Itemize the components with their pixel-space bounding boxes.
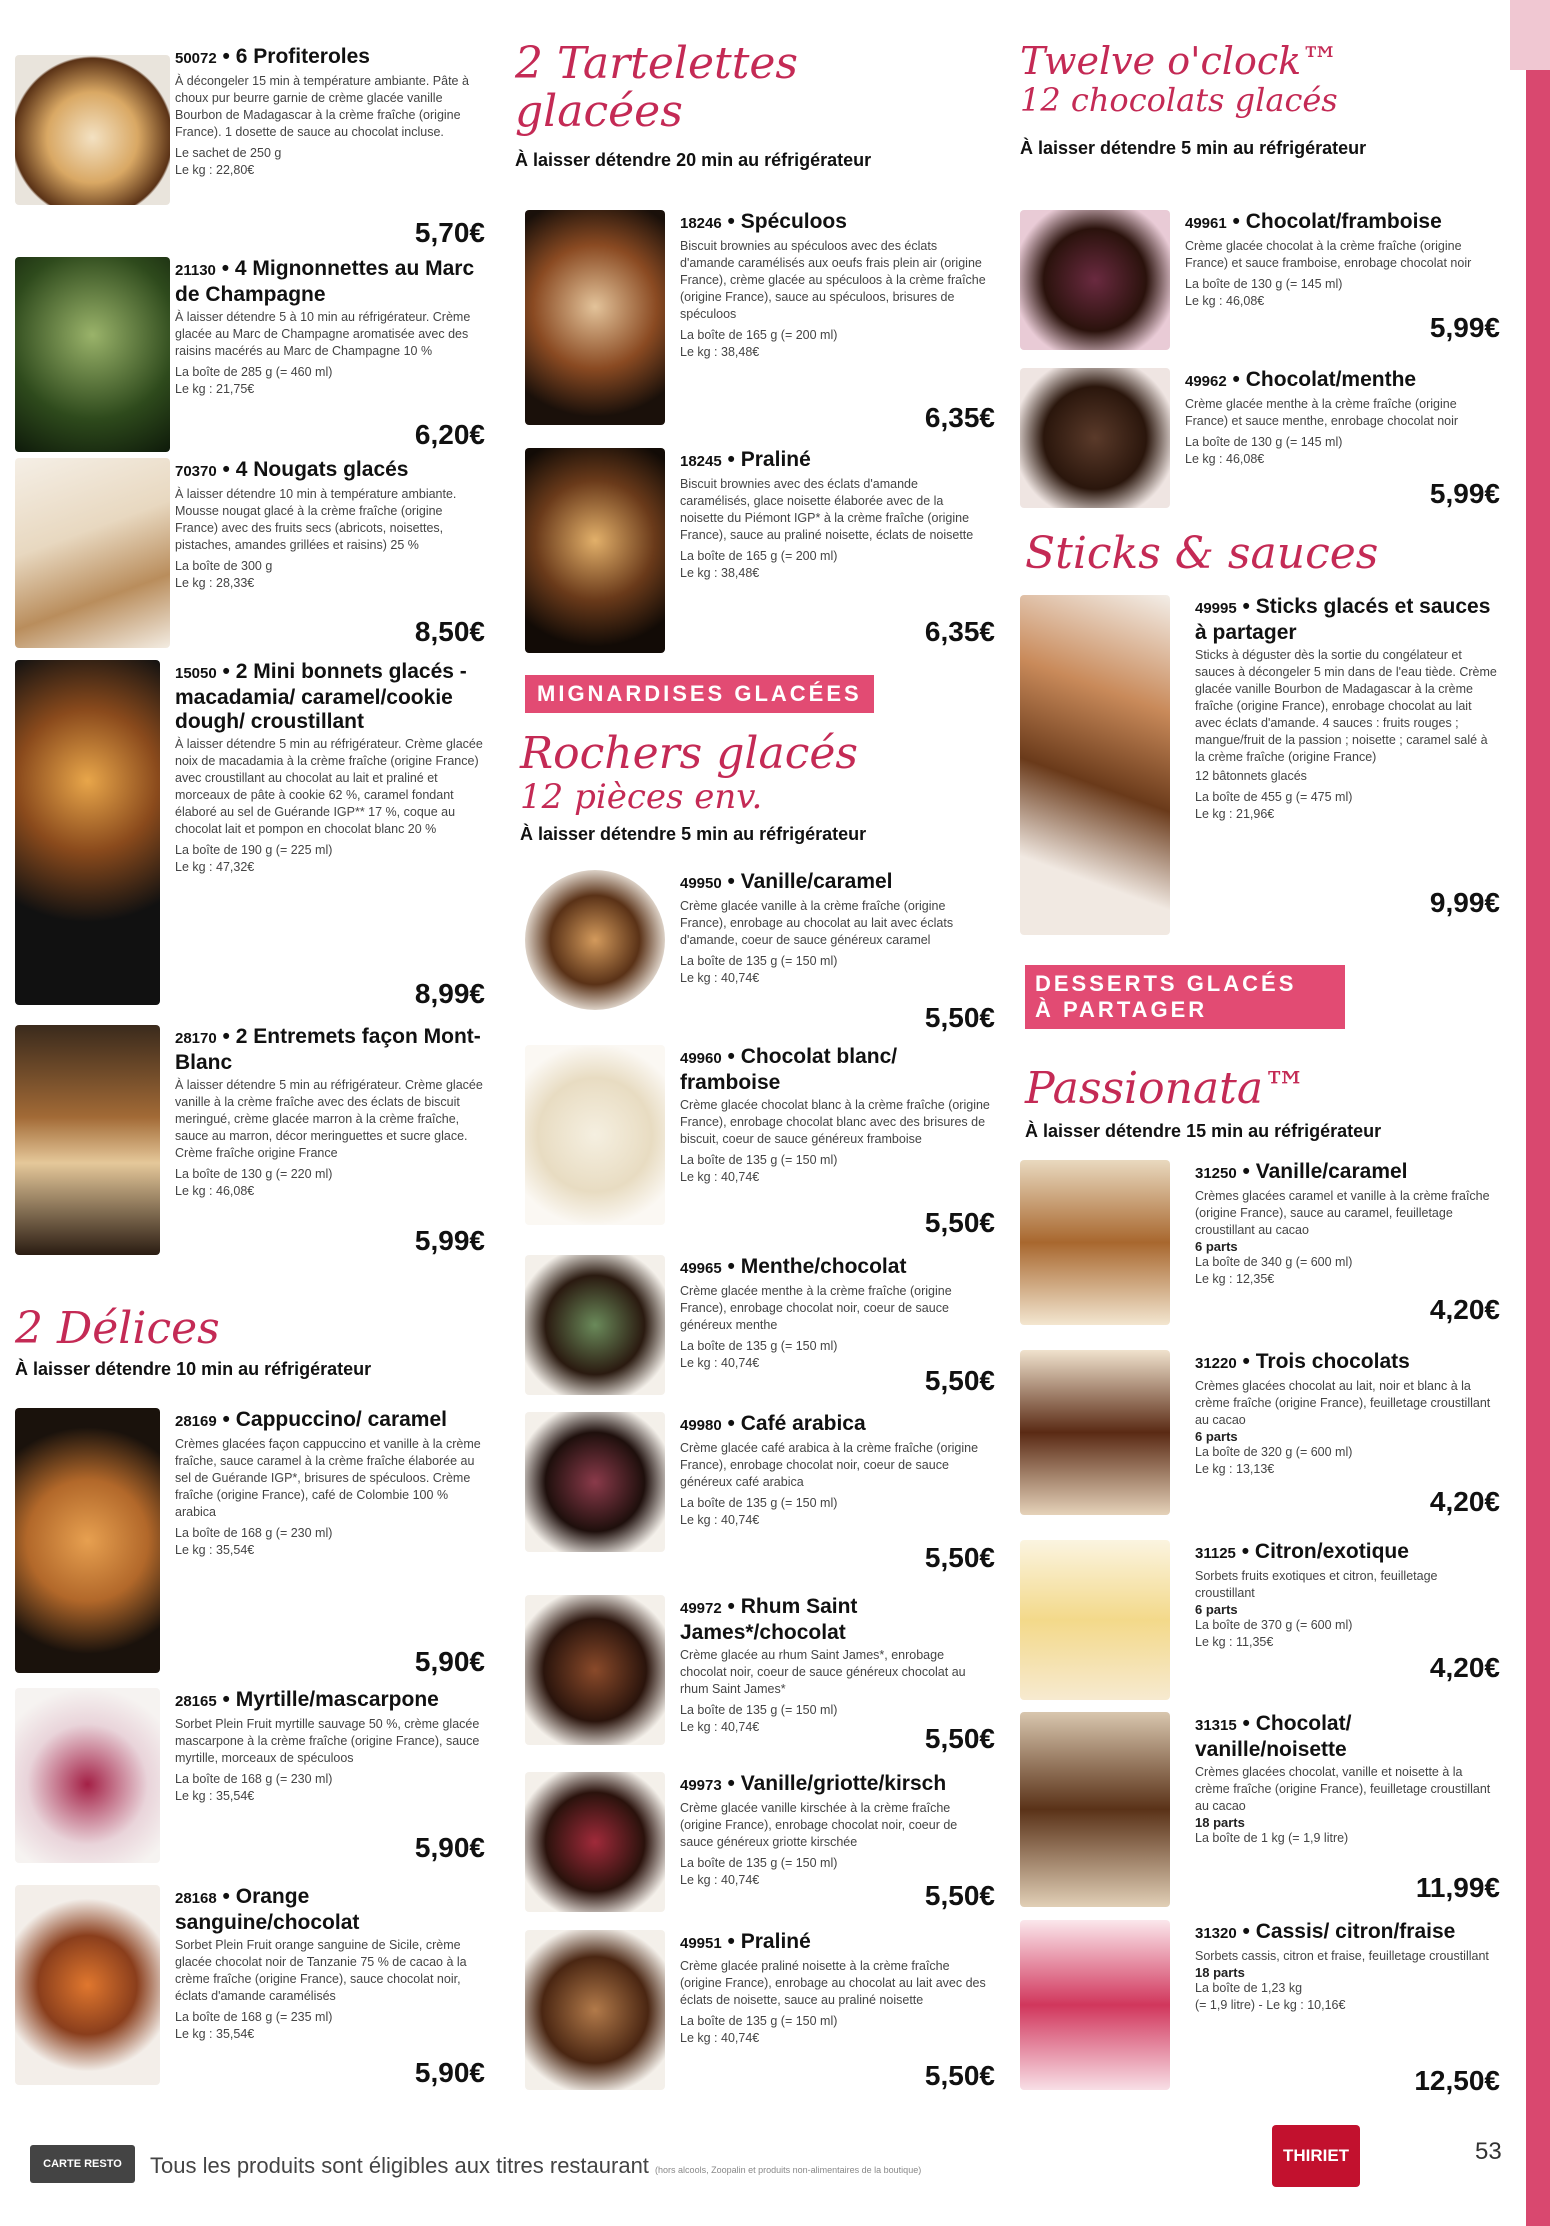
product-code: 49960 [680, 1050, 722, 1067]
product-price: 5,50€ [924, 1542, 995, 1573]
product-parts: 18 parts [1195, 1965, 1245, 1980]
product-kg-price: Le kg : 13,13€ [1195, 1462, 1275, 1476]
product-weight: La boîte de 1,23 kg [1195, 1981, 1303, 1995]
product-extra: 12 bâtonnets glacés [1195, 769, 1307, 783]
product-price: 5,99€ [414, 1225, 485, 1256]
product-image [1020, 210, 1170, 350]
product-code: 49972 [680, 1600, 722, 1617]
footer-small-text: (hors alcools, Zoopalin et produits non-alimentaires de la boutique) [655, 2165, 922, 2175]
product-weight: La boîte de 135 g (= 150 ml) [680, 1339, 838, 1353]
product-image [15, 458, 170, 648]
product-image [525, 1930, 665, 2090]
product-price: 9,99€ [1429, 887, 1500, 918]
product-name: Praliné [740, 1930, 811, 1953]
product-card[interactable]: 49960 • Chocolat blanc/ framboise Crème glacée chocolat blanc à la crème fraîche (origine France), enrobage chocolat blanc avec des brisures de biscuit, coeur de sauce généreux framboise La boîte de 135 g (= 150 ml) Le kg : 40,74€ 5,50€ [525, 1045, 995, 1245]
product-image [1020, 1920, 1170, 2090]
product-image [1020, 368, 1170, 508]
footer-text [150, 2153, 921, 2179]
product-weight: La boîte de 130 g (= 145 ml) [1185, 435, 1343, 449]
product-image [1020, 1712, 1170, 1907]
product-weight: La boîte de 135 g (= 150 ml) [680, 1703, 838, 1717]
product-code: 18245 [680, 453, 722, 470]
product-name: Chocolat/menthe [1245, 368, 1417, 391]
product-weight: La boîte de 455 g (= 475 ml) [1195, 790, 1353, 804]
product-name: Trois chocolats [1255, 1350, 1410, 1373]
decorative-pink-corner [1510, 0, 1550, 70]
product-code: 31220 [1195, 1355, 1237, 1372]
product-price: 5,90€ [414, 1832, 485, 1863]
product-image [525, 1772, 665, 1912]
product-weight: La boîte de 135 g (= 150 ml) [680, 1856, 838, 1870]
product-price: 6,35€ [924, 616, 995, 647]
product-description: Crème glacée menthe à la crème fraîche (origine France), enrobage chocolat noir, coeur de sauce généreux menthe [680, 1284, 952, 1332]
product-description: Crème glacée café arabica à la crème fraîche (origine France), enrobage chocolat noir, coeur de sauce généreux café arabica [680, 1441, 979, 1489]
resto-logo: CARTE RESTO [30, 2145, 135, 2183]
product-name: Cappuccino/ caramel [235, 1408, 447, 1431]
product-description: À décongeler 15 min à température ambiante. Pâte à choux pur beurre garnie de crème glacée vanille Bourbon de Madagascar à la crème fraîche (origine France). 1 dosette de sauce au chocolat incluse. [175, 74, 469, 139]
product-name: 2 Entremets façon Mont-Blanc [175, 1025, 481, 1074]
section-title-secondary: 12 pièces env. [520, 777, 763, 817]
section-subtitle: À laisser détendre 5 min au réfrigérateur [520, 824, 867, 844]
product-code: 28165 [175, 1693, 217, 1710]
product-kg-price: Le kg : 38,48€ [680, 566, 760, 580]
product-name: Spéculoos [740, 210, 847, 233]
product-image [525, 1045, 665, 1225]
product-name: Sticks glacés et sauces à partager [1195, 595, 1491, 644]
product-weight: La boîte de 1 kg (= 1,9 litre) [1195, 1831, 1349, 1845]
product-image [525, 1412, 665, 1552]
product-description: À laisser détendre 10 min à température ambiante. Mousse nougat glacé à la crème fraîche (origine France) avec des fruits secs (abricots, noisettes, pistaches, amandes grillées et raisins) 25 % [175, 487, 457, 552]
product-code: 49961 [1185, 215, 1227, 232]
product-description: Crème glacée menthe à la crème fraîche (origine France) et sauce menthe, enrobage chocolat noir [1185, 397, 1459, 428]
product-description: À laisser détendre 5 à 10 min au réfrigérateur. Crème glacée au Marc de Champagne aromatisée avec des raisins macérés au Marc de Champagne 10 % [175, 310, 471, 358]
product-parts: 18 parts [1195, 1815, 1245, 1830]
product-kg-price: Le kg : 22,80€ [175, 163, 255, 177]
product-card[interactable]: 31220 • Trois chocolats Crèmes glacées chocolat au lait, noir et blanc à la crème fraîche (origine France), feuilletage croustillant au cacao 6 parts La boîte de 320 g (= 600 ml) Le kg : 13,13€ 4,20€ [1020, 1350, 1500, 1520]
product-card[interactable]: 18246 • Spéculoos Biscuit brownies au spéculoos avec des éclats d'amande caramélisés aux oeufs frais plein air (origine France), crème glacée au spéculoos à la crème fraîche (origine France), sauce au spéculoos, brisures de spéculoos La boîte de 165 g (= 200 ml) Le kg : 38,48€ 6,35€ [525, 210, 995, 435]
product-name: Menthe/chocolat [740, 1255, 907, 1278]
product-price: 8,50€ [414, 616, 485, 647]
product-weight: La boîte de 370 g (= 600 ml) [1195, 1618, 1353, 1632]
product-code: 49980 [680, 1417, 722, 1434]
product-card[interactable]: 49995 • Sticks glacés et sauces à partager Sticks à déguster dès la sortie du congélateur et sauces à décongeler 5 min dans de l'eau tiède. Crème glacée vanille Bourbon de Madagascar à la crème fraîche (origine France), enrobage chocolat au lait avec éclats d'amande. 4 sauces : fruits rouges ; mangue/fruit de la passion ; noisette ; caramel salé à la crème fraîche (origine France) 12 bâtonnets glacés La boîte de 455 g (= 475 ml) Le kg : 21,96€ 9,99€ [1020, 595, 1500, 940]
section-subtitle: À laisser détendre 20 min au réfrigérateur [515, 150, 872, 170]
product-description: Sticks à déguster dès la sortie du congélateur et sauces à décongeler 5 min dans de l'eau tiède. Crème glacée vanille Bourbon de Madagascar à la crème fraîche (origine France), enrobage chocolat au lait avec éclats d'amande. 4 sauces : fruits rouges ; mangue/fruit de la passion ; noisette ; caramel salé à la crème fraîche (origine France) [1195, 648, 1497, 764]
product-kg-price: Le kg : 11,35€ [1195, 1635, 1274, 1649]
product-code: 28168 [175, 1890, 217, 1907]
product-card[interactable]: 18245 • Praliné Biscuit brownies avec des éclats d'amande caramélisés, glace noisette élaborée avec de la noisette du Piémont IGP* à la crème fraîche (origine France), sauce au praliné noisette, éclats de noisette La boîte de 165 g (= 200 ml) Le kg : 38,48€ 6,35€ [525, 448, 995, 658]
product-weight: La boîte de 340 g (= 600 ml) [1195, 1255, 1353, 1269]
product-image [1020, 1350, 1170, 1515]
product-description: Crème glacée chocolat à la crème fraîche (origine France) et sauce framboise, enrobage chocolat noir [1185, 239, 1472, 270]
product-kg-price: Le kg : 40,74€ [680, 2031, 760, 2045]
product-weight: La boîte de 285 g (= 460 ml) [175, 365, 333, 379]
product-kg-price: Le kg : 40,74€ [680, 1873, 760, 1887]
product-description: Sorbets fruits exotiques et citron, feuilletage croustillant [1195, 1569, 1438, 1600]
product-card[interactable]: 28170 • 2 Entremets façon Mont-Blanc À laisser détendre 5 min au réfrigérateur. Crème glacée vanille à la crème fraîche avec des éclats de biscuit meringué, crème glacée marron à la crème fraîche, sauce au marron, décor meringuettes et sucre glace. Crème fraîche origine France La boîte de 130 g (= 220 ml) Le kg : 46,08€ 5,99€ [15, 1025, 485, 1260]
product-card[interactable]: 49972 • Rhum Saint James*/chocolat Crème glacée au rhum Saint James*, enrobage chocolat noir, coeur de sauce généreux chocolat au rhum Saint James* La boîte de 135 g (= 150 ml) Le kg : 40,74€ 5,50€ [525, 1595, 995, 1770]
product-price: 5,70€ [414, 217, 485, 248]
product-code: 49995 [1195, 600, 1237, 617]
product-price: 5,99€ [1429, 312, 1500, 343]
product-price: 5,99€ [1429, 478, 1500, 509]
section-header-twelve [1020, 40, 1500, 159]
product-description: Crème glacée vanille kirschée à la crème fraîche (origine France), enrobage chocolat noir, coeur de sauce généreux griotte kirschée [680, 1801, 958, 1849]
product-card[interactable]: 50072 • 6 Profiteroles À décongeler 15 min à température ambiante. Pâte à choux pur beurre garnie de crème glacée vanille Bourbon de Madagascar à la crème fraîche (origine France). 1 dosette de sauce au chocolat incluse. Le sachet de 250 g Le kg : 22,80€ 5,70€ [15, 45, 485, 245]
product-price: 5,50€ [924, 1365, 995, 1396]
product-code: 28170 [175, 1030, 217, 1047]
section-title: Sticks & sauces [1025, 528, 1379, 579]
section-header-tartelettes [515, 40, 995, 171]
product-description: Sorbets cassis, citron et fraise, feuilletage croustillant [1195, 1949, 1489, 1963]
product-code: 18246 [680, 215, 722, 232]
ribbon-label: DESSERTS GLACÉS [1035, 971, 1297, 996]
product-price: 12,50€ [1414, 2065, 1500, 2096]
product-code: 31125 [1195, 1545, 1236, 1562]
section-title: 2 Délices [15, 1303, 220, 1354]
section-title: Rochers glacés [520, 728, 858, 779]
section-ribbon [525, 675, 874, 713]
product-weight: La boîte de 165 g (= 200 ml) [680, 328, 838, 342]
section-header-passionata [1025, 1065, 1505, 1142]
product-card[interactable]: 49962 • Chocolat/menthe Crème glacée menthe à la crème fraîche (origine France) et sauce menthe, enrobage chocolat noir La boîte de 130 g (= 145 ml) Le kg : 46,08€ 5,99€ [1020, 368, 1500, 513]
product-name: 2 Mini bonnets glacés - macadamia/ caramel/cookie dough/ croustillant [175, 660, 467, 733]
section-title: Passionata™ [1025, 1063, 1308, 1114]
product-weight: La boîte de 320 g (= 600 ml) [1195, 1445, 1353, 1459]
product-kg-price: Le kg : 35,54€ [175, 1789, 255, 1803]
product-card[interactable]: 31315 • Chocolat/ vanille/noisette Crèmes glacées chocolat, vanille et noisette à la crème fraîche (origine France), feuilletage croustillant au cacao 18 parts La boîte de 1 kg (= 1,9 litre) 11,99€ [1020, 1712, 1500, 1912]
page-number: 53 [1475, 2138, 1502, 2165]
product-price: 6,35€ [924, 402, 995, 433]
product-description: Sorbet Plein Fruit myrtille sauvage 50 %, crème glacée mascarpone à la crème fraîche (origine France), sauce myrtille, morceaux de spéculoos [175, 1717, 480, 1765]
product-weight: La boîte de 165 g (= 200 ml) [680, 549, 838, 563]
product-image [525, 1255, 665, 1395]
product-weight: La boîte de 135 g (= 150 ml) [680, 954, 838, 968]
ribbon-label: À PARTAGER [1035, 997, 1208, 1022]
product-kg-price: Le kg : 47,32€ [175, 860, 255, 874]
product-kg-price: Le kg : 46,08€ [1185, 294, 1265, 308]
product-weight: La boîte de 190 g (= 225 ml) [175, 843, 333, 857]
product-image [525, 448, 665, 653]
product-kg-price: Le kg : 28,33€ [175, 576, 255, 590]
product-image [15, 1408, 160, 1673]
product-code: 49962 [1185, 373, 1227, 390]
product-weight: La boîte de 135 g (= 150 ml) [680, 2014, 838, 2028]
product-name: Chocolat/framboise [1245, 210, 1442, 233]
product-description: Crème glacée chocolat blanc à la crème fraîche (origine France), enrobage chocolat blanc avec des brisures de biscuit, coeur de sauce généreux framboise [680, 1098, 990, 1146]
product-name: Cassis/ citron/fraise [1255, 1920, 1456, 1943]
ribbon-label: MIGNARDISES GLACÉES [525, 675, 874, 713]
thiriet-logo: THIRIET [1272, 2125, 1360, 2187]
product-parts: 6 parts [1195, 1239, 1238, 1254]
product-image [1020, 1160, 1170, 1325]
product-parts: 6 parts [1195, 1429, 1238, 1444]
product-kg-price: Le kg : 35,54€ [175, 1543, 255, 1557]
product-name: Chocolat/ vanille/noisette [1195, 1712, 1352, 1761]
product-parts: 6 parts [1195, 1602, 1238, 1617]
product-description: Crème glacée praliné noisette à la crème fraîche (origine France), enrobage au chocolat au lait avec des éclats de noisette, sauce au praliné noisette [680, 1959, 986, 2007]
product-kg-price: Le kg : 12,35€ [1195, 1272, 1275, 1286]
product-description: À laisser détendre 5 min au réfrigérateur. Crème glacée vanille à la crème fraîche avec des éclats de biscuit meringué, crème glacée marron à la crème fraîche, sauce au marron, décor meringuettes et sucre glace. Crème fraîche origine France [175, 1078, 483, 1160]
product-code: 70370 [175, 463, 217, 480]
product-code: 21130 [175, 262, 216, 279]
product-kg-price: Le kg : 38,48€ [680, 345, 760, 359]
product-card[interactable]: 31250 • Vanille/caramel Crèmes glacées caramel et vanille à la crème fraîche (origine France), sauce au caramel, feuilletage croustillant au cacao 6 parts La boîte de 340 g (= 600 ml) Le kg : 12,35€ 4,20€ [1020, 1160, 1500, 1330]
product-name: Vanille/caramel [740, 870, 893, 893]
product-kg-price: Le kg : 21,75€ [175, 382, 255, 396]
section-title-secondary: 12 chocolats glacés [1020, 81, 1338, 119]
product-card[interactable]: 28168 • Orange sanguine/chocolat Sorbet Plein Fruit orange sanguine de Sicile, crème glacée chocolat noir de Tanzanie 75 % de cacao à la crème fraîche (origine France), sauce chocolat noir, éclats d'amande caramélisés La boîte de 168 g (= 235 ml) Le kg : 35,54€ 5,90€ [15, 1885, 485, 2095]
product-image [525, 1595, 665, 1745]
product-image [15, 1688, 160, 1863]
product-name: Citron/exotique [1254, 1540, 1409, 1563]
product-price: 5,90€ [414, 2057, 485, 2088]
product-name: Chocolat blanc/ framboise [680, 1045, 898, 1094]
product-price: 5,90€ [414, 1646, 485, 1677]
product-weight: La boîte de 130 g (= 220 ml) [175, 1167, 333, 1181]
product-name: Myrtille/mascarpone [235, 1688, 439, 1711]
product-price: 6,20€ [414, 419, 485, 450]
product-name: 6 Profiteroles [235, 45, 370, 68]
product-code: 31250 [1195, 1165, 1237, 1182]
product-description: Crème glacée au rhum Saint James*, enrobage chocolat noir, coeur de sauce généreux chocolat au rhum Saint James* [680, 1648, 966, 1696]
product-code: 49951 [680, 1935, 722, 1952]
product-description: Crèmes glacées chocolat, vanille et noisette à la crème fraîche (origine France), feuilletage croustillant au cacao [1195, 1765, 1491, 1813]
product-card[interactable]: 49951 • Praliné Crème glacée praliné noisette à la crème fraîche (origine France), enrobage au chocolat au lait avec des éclats de noisette, sauce au praliné noisette La boîte de 135 g (= 150 ml) Le kg : 40,74€ 5,50€ [525, 1930, 995, 2100]
product-price: 4,20€ [1429, 1294, 1500, 1325]
product-code: 50072 [175, 50, 217, 67]
product-image [15, 660, 160, 1005]
product-price: 5,50€ [924, 1207, 995, 1238]
product-name: 4 Nougats glacés [235, 458, 409, 481]
product-name: Café arabica [740, 1412, 866, 1435]
product-kg-price: (= 1,9 litre) - Le kg : 10,16€ [1195, 1998, 1346, 2012]
product-code: 49950 [680, 875, 722, 892]
section-header-rochers [520, 730, 990, 845]
product-kg-price: Le kg : 21,96€ [1195, 807, 1275, 821]
product-card[interactable]: 21130 • 4 Mignonnettes au Marc de Champagne À laisser détendre 5 à 10 min au réfrigérateur. Crème glacée au Marc de Champagne aromatisée avec des raisins macérés au Marc de Champagne 10 % La boîte de 285 g (= 460 ml) Le kg : 21,75€ 6,20€ [15, 257, 485, 457]
product-kg-price: Le kg : 46,08€ [175, 1184, 255, 1198]
product-card[interactable]: 31125 • Citron/exotique Sorbets fruits exotiques et citron, feuilletage croustillant 6 parts La boîte de 370 g (= 600 ml) Le kg : 11,35€ 4,20€ [1020, 1540, 1500, 1705]
product-image [1020, 595, 1170, 935]
section-title: 2 Tartelettes glacées [515, 38, 798, 137]
product-card[interactable]: 28169 • Cappuccino/ caramel Crèmes glacées façon cappuccino et vanille à la crème fraîche, sauce caramel à la crème fraîche élaborée au sel de Guérande IGP*, brisures de spéculoos. Crème fraîche (origine France), café de Colombie 100 % arabica La boîte de 168 g (= 230 ml) Le kg : 35,54€ 5,90€ [15, 1408, 485, 1678]
product-price: 4,20€ [1429, 1486, 1500, 1517]
product-description: Crèmes glacées façon cappuccino et vanille à la crème fraîche, sauce caramel à la crème fraîche élaborée au sel de Guérande IGP*, brisures de spéculoos. Crème fraîche (origine France), café de Colombie 100 % arabica [175, 1437, 481, 1519]
product-name: Rhum Saint James*/chocolat [680, 1595, 858, 1644]
product-weight: La boîte de 130 g (= 145 ml) [1185, 277, 1343, 291]
product-name: Vanille/griotte/kirsch [740, 1772, 947, 1795]
decorative-pink-bar [1526, 0, 1550, 2226]
product-weight: La boîte de 135 g (= 150 ml) [680, 1153, 838, 1167]
product-weight: La boîte de 135 g (= 150 ml) [680, 1496, 838, 1510]
product-image [15, 257, 170, 452]
product-card[interactable]: 49973 • Vanille/griotte/kirsch Crème glacée vanille kirschée à la crème fraîche (origine France), enrobage chocolat noir, coeur de sauce généreux griotte kirschée La boîte de 135 g (= 150 ml) Le kg : 40,74€ 5,50€ [525, 1772, 995, 1922]
product-kg-price: Le kg : 35,54€ [175, 2027, 255, 2041]
product-description: Crème glacée vanille à la crème fraîche (origine France), enrobage au chocolat au lait avec éclats d'amande, coeur de sauce généreux caramel [680, 899, 954, 947]
section-subtitle: À laisser détendre 15 min au réfrigérateur [1025, 1121, 1382, 1141]
product-price: 4,20€ [1429, 1652, 1500, 1683]
product-weight: La boîte de 168 g (= 235 ml) [175, 2010, 333, 2024]
product-code: 31315 [1195, 1717, 1237, 1734]
product-weight: La boîte de 168 g (= 230 ml) [175, 1526, 333, 1540]
product-kg-price: Le kg : 40,74€ [680, 1513, 760, 1527]
section-header-delices [15, 1305, 485, 1380]
product-description: Crèmes glacées chocolat au lait, noir et blanc à la crème fraîche (origine France), feuilletage croustillant au cacao [1195, 1379, 1491, 1427]
product-card[interactable]: 49980 • Café arabica Crème glacée café arabica à la crème fraîche (origine France), enrobage chocolat noir, coeur de sauce généreux café arabica La boîte de 135 g (= 150 ml) Le kg : 40,74€ 5,50€ [525, 1412, 995, 1582]
product-weight: La boîte de 168 g (= 230 ml) [175, 1772, 333, 1786]
product-description: Crèmes glacées caramel et vanille à la crème fraîche (origine France), sauce au caramel, feuilletage croustillant au cacao [1195, 1189, 1490, 1237]
product-kg-price: Le kg : 40,74€ [680, 1720, 760, 1734]
product-card[interactable]: 28165 • Myrtille/mascarpone Sorbet Plein Fruit myrtille sauvage 50 %, crème glacée mascarpone à la crème fraîche (origine France), sauce myrtille, morceaux de spéculoos La boîte de 168 g (= 230 ml) Le kg : 35,54€ 5,90€ [15, 1688, 485, 1868]
product-image [15, 1885, 160, 2085]
product-price: 8,99€ [414, 978, 485, 1009]
product-name: Orange sanguine/chocolat [175, 1885, 360, 1934]
product-price: 5,50€ [924, 2060, 995, 2091]
product-code: 49973 [680, 1777, 722, 1794]
product-image [15, 55, 170, 205]
product-weight: La boîte de 300 g [175, 559, 273, 573]
product-description: Biscuit brownies avec des éclats d'amande caramélisés, glace noisette élaborée avec de la noisette du Piémont IGP* à la crème fraîche (origine France), sauce au praliné noisette, éclats de noisette [680, 477, 974, 542]
product-kg-price: Le kg : 46,08€ [1185, 452, 1265, 466]
product-kg-price: Le kg : 40,74€ [680, 971, 760, 985]
section-subtitle: À laisser détendre 10 min au réfrigérateur [15, 1359, 372, 1379]
section-header-sticks [1025, 530, 1378, 578]
product-image [15, 1025, 160, 1255]
product-name: Praliné [740, 448, 811, 471]
product-description: Sorbet Plein Fruit orange sanguine de Sicile, crème glacée chocolat noir de Tanzanie 75 % de cacao à la crème fraîche (origine France), sauce chocolat noir, éclats d'amande caramélisés [175, 1938, 467, 2003]
product-card[interactable]: 49961 • Chocolat/framboise Crème glacée chocolat à la crème fraîche (origine France) et sauce framboise, enrobage chocolat noir La boîte de 130 g (= 145 ml) Le kg : 46,08€ 5,99€ [1020, 210, 1500, 355]
product-description: Biscuit brownies au spéculoos avec des éclats d'amande caramélisés aux oeufs frais plein air (origine France), crème glacée au spéculoos à la crème fraîche (origine France), sauce au spéculoos, brisures de spéculoos [680, 239, 986, 321]
product-name: Vanille/caramel [1255, 1160, 1408, 1183]
product-kg-price: Le kg : 40,74€ [680, 1170, 760, 1184]
product-price: 11,99€ [1415, 1872, 1500, 1903]
product-kg-price: Le kg : 40,74€ [680, 1356, 760, 1370]
section-ribbon [1025, 965, 1345, 1029]
product-code: 31320 [1195, 1925, 1237, 1942]
product-code: 49965 [680, 1260, 722, 1277]
product-description: À laisser détendre 5 min au réfrigérateur. Crème glacée noix de macadamia à la crème fraîche (origine France) avec croustillant au chocolat au lait et praliné et morceaux de pâte à cookie 62 %, caramel fondant élaboré au sel de Guérande IGP** 17 %, coque au chocolat lait et pompon en chocolat blanc 20 % [175, 737, 483, 836]
product-card[interactable]: 31320 • Cassis/ citron/fraise Sorbets cassis, citron et fraise, feuilletage croustillant 18 parts La boîte de 1,23 kg (= 1,9 litre) - Le kg : 10,16€ 12,50€ [1020, 1920, 1500, 2095]
product-card[interactable]: 49965 • Menthe/chocolat Crème glacée menthe à la crème fraîche (origine France), enrobage chocolat noir, coeur de sauce généreux menthe La boîte de 135 g (= 150 ml) Le kg : 40,74€ 5,50€ [525, 1255, 995, 1405]
product-price: 5,50€ [924, 1723, 995, 1754]
product-price: 5,50€ [924, 1880, 995, 1911]
product-card[interactable]: 70370 • 4 Nougats glacés À laisser détendre 10 min à température ambiante. Mousse nougat glacé à la crème fraîche (origine France) avec des fruits secs (abricots, noisettes, pistaches, amandes grillées et raisins) 25 % La boîte de 300 g Le kg : 28,33€ 8,50€ [15, 458, 485, 658]
product-image [1020, 1540, 1170, 1700]
product-price: 5,50€ [924, 1002, 995, 1033]
product-image [525, 210, 665, 425]
product-card[interactable]: 15050 • 2 Mini bonnets glacés - macadamia/ caramel/cookie dough/ croustillant À laisser détendre 5 min au réfrigérateur. Crème glacée noix de macadamia à la crème fraîche (origine France) avec croustillant au chocolat au lait et praliné et morceaux de pâte à cookie 62 %, caramel fondant élaboré au sel de Guérande IGP** 17 %, coque au chocolat lait et pompon en chocolat blanc 20 % La boîte de 190 g (= 225 ml) Le kg : 47,32€ 8,99€ [15, 660, 485, 1010]
product-code: 28169 [175, 1413, 217, 1430]
footer-main-text: Tous les produits sont éligibles aux titres restaurant [150, 2153, 649, 2178]
product-name: 4 Mignonnettes au Marc de Champagne [175, 257, 475, 306]
product-weight: Le sachet de 250 g [175, 146, 282, 160]
section-subtitle: À laisser détendre 5 min au réfrigérateur [1020, 138, 1367, 158]
product-image [525, 870, 665, 1010]
product-code: 15050 [175, 665, 217, 682]
product-card[interactable]: 49950 • Vanille/caramel Crème glacée vanille à la crème fraîche (origine France), enrobage au chocolat au lait avec éclats d'amande, coeur de sauce généreux caramel La boîte de 135 g (= 150 ml) Le kg : 40,74€ 5,50€ [525, 870, 995, 1030]
section-title: Twelve o'clock™ [1020, 39, 1340, 83]
